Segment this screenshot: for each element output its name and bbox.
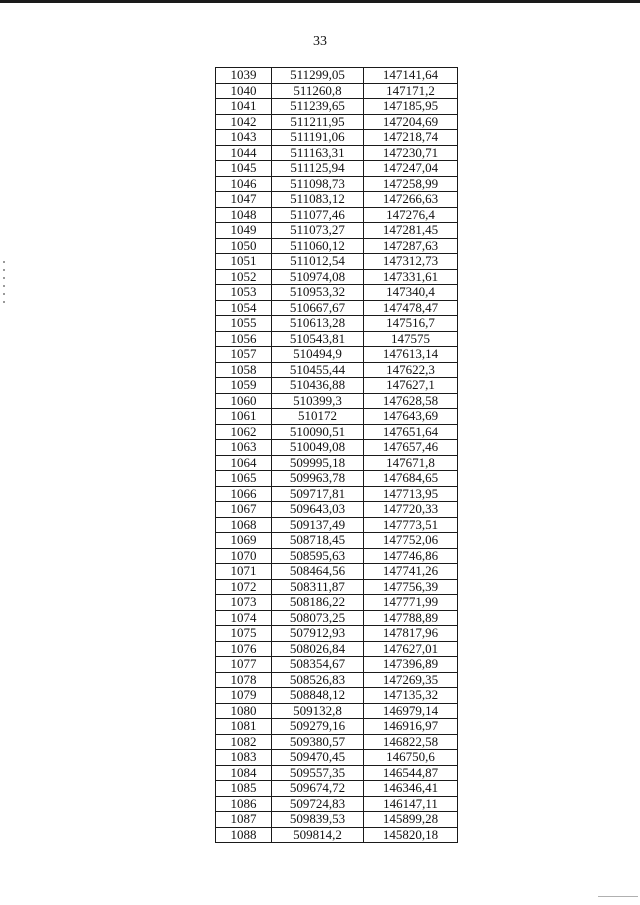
x-coordinate-cell: 508073,25 xyxy=(272,610,364,626)
point-number-cell: 1042 xyxy=(216,114,272,130)
point-number-cell: 1060 xyxy=(216,393,272,409)
x-coordinate-cell: 508354,67 xyxy=(272,657,364,673)
y-coordinate-cell: 146916,97 xyxy=(364,719,458,735)
point-number-cell: 1064 xyxy=(216,455,272,471)
table-row xyxy=(216,579,458,595)
point-number-cell: 1065 xyxy=(216,471,272,487)
table-row xyxy=(216,595,458,611)
y-coordinate-cell: 147671,8 xyxy=(364,455,458,471)
table-row xyxy=(216,781,458,797)
point-number-cell: 1061 xyxy=(216,409,272,425)
point-number-cell: 1084 xyxy=(216,765,272,781)
table-row xyxy=(216,145,458,161)
x-coordinate-cell: 509380,57 xyxy=(272,734,364,750)
point-number-cell: 1050 xyxy=(216,238,272,254)
point-number-cell: 1086 xyxy=(216,796,272,812)
x-coordinate-cell: 511125,94 xyxy=(272,161,364,177)
y-coordinate-cell: 147269,35 xyxy=(364,672,458,688)
x-coordinate-cell: 511239,65 xyxy=(272,99,364,115)
point-number-cell: 1049 xyxy=(216,223,272,239)
y-coordinate-cell: 147613,14 xyxy=(364,347,458,363)
x-coordinate-cell: 510399,3 xyxy=(272,393,364,409)
point-number-cell: 1062 xyxy=(216,424,272,440)
coordinates-table xyxy=(215,67,458,843)
table-row xyxy=(216,192,458,208)
y-coordinate-cell: 145820,18 xyxy=(364,827,458,843)
x-coordinate-cell: 510455,44 xyxy=(272,362,364,378)
y-coordinate-cell: 147771,99 xyxy=(364,595,458,611)
table-row xyxy=(216,378,458,394)
y-coordinate-cell: 147478,47 xyxy=(364,300,458,316)
point-number-cell: 1083 xyxy=(216,750,272,766)
point-number-cell: 1057 xyxy=(216,347,272,363)
y-coordinate-cell: 147746,86 xyxy=(364,548,458,564)
table-row xyxy=(216,347,458,363)
point-number-cell: 1077 xyxy=(216,657,272,673)
table-row xyxy=(216,316,458,332)
x-coordinate-cell: 508718,45 xyxy=(272,533,364,549)
point-number-cell: 1047 xyxy=(216,192,272,208)
x-coordinate-cell: 511163,31 xyxy=(272,145,364,161)
y-coordinate-cell: 147312,73 xyxy=(364,254,458,270)
y-coordinate-cell: 146544,87 xyxy=(364,765,458,781)
point-number-cell: 1043 xyxy=(216,130,272,146)
table-row xyxy=(216,796,458,812)
table-row xyxy=(216,641,458,657)
table-row xyxy=(216,331,458,347)
table-row xyxy=(216,657,458,673)
y-coordinate-cell: 147628,58 xyxy=(364,393,458,409)
y-coordinate-cell: 147643,69 xyxy=(364,409,458,425)
x-coordinate-cell: 510953,32 xyxy=(272,285,364,301)
x-coordinate-cell: 508311,87 xyxy=(272,579,364,595)
point-number-cell: 1044 xyxy=(216,145,272,161)
x-coordinate-cell: 510667,67 xyxy=(272,300,364,316)
point-number-cell: 1078 xyxy=(216,672,272,688)
table-row xyxy=(216,750,458,766)
y-coordinate-cell: 147720,33 xyxy=(364,502,458,518)
x-coordinate-cell: 507912,93 xyxy=(272,626,364,642)
point-number-cell: 1069 xyxy=(216,533,272,549)
y-coordinate-cell: 147185,95 xyxy=(364,99,458,115)
x-coordinate-cell: 508595,63 xyxy=(272,548,364,564)
y-coordinate-cell: 147622,3 xyxy=(364,362,458,378)
table-row xyxy=(216,471,458,487)
x-coordinate-cell: 509995,18 xyxy=(272,455,364,471)
point-number-cell: 1070 xyxy=(216,548,272,564)
y-coordinate-cell: 147141,64 xyxy=(364,68,458,84)
y-coordinate-cell: 147657,46 xyxy=(364,440,458,456)
point-number-cell: 1046 xyxy=(216,176,272,192)
x-coordinate-cell: 510494,9 xyxy=(272,347,364,363)
table-row xyxy=(216,393,458,409)
page-top-border xyxy=(0,0,640,3)
table-row xyxy=(216,130,458,146)
x-coordinate-cell: 510090,51 xyxy=(272,424,364,440)
y-coordinate-cell: 147817,96 xyxy=(364,626,458,642)
x-coordinate-cell: 511191,06 xyxy=(272,130,364,146)
y-coordinate-cell: 147788,89 xyxy=(364,610,458,626)
point-number-cell: 1053 xyxy=(216,285,272,301)
y-coordinate-cell: 147287,63 xyxy=(364,238,458,254)
x-coordinate-cell: 509132,8 xyxy=(272,703,364,719)
table-row xyxy=(216,83,458,99)
x-coordinate-cell: 510543,81 xyxy=(272,331,364,347)
point-number-cell: 1063 xyxy=(216,440,272,456)
point-number-cell: 1081 xyxy=(216,719,272,735)
table-row xyxy=(216,114,458,130)
x-coordinate-cell: 508464,56 xyxy=(272,564,364,580)
y-coordinate-cell: 147396,89 xyxy=(364,657,458,673)
point-number-cell: 1048 xyxy=(216,207,272,223)
table-row xyxy=(216,455,458,471)
x-coordinate-cell: 510049,08 xyxy=(272,440,364,456)
x-coordinate-cell: 511211,95 xyxy=(272,114,364,130)
point-number-cell: 1041 xyxy=(216,99,272,115)
y-coordinate-cell: 147516,7 xyxy=(364,316,458,332)
page-number: 33 xyxy=(313,34,327,49)
y-coordinate-cell: 147752,06 xyxy=(364,533,458,549)
table-row xyxy=(216,548,458,564)
x-coordinate-cell: 509279,16 xyxy=(272,719,364,735)
x-coordinate-cell: 511073,27 xyxy=(272,223,364,239)
y-coordinate-cell: 147218,74 xyxy=(364,130,458,146)
table-row xyxy=(216,176,458,192)
point-number-cell: 1067 xyxy=(216,502,272,518)
y-coordinate-cell: 146346,41 xyxy=(364,781,458,797)
y-coordinate-cell: 147171,2 xyxy=(364,83,458,99)
x-coordinate-cell: 509557,35 xyxy=(272,765,364,781)
table-row xyxy=(216,502,458,518)
y-coordinate-cell: 147135,32 xyxy=(364,688,458,704)
x-coordinate-cell: 511077,46 xyxy=(272,207,364,223)
y-coordinate-cell: 147281,45 xyxy=(364,223,458,239)
point-number-cell: 1068 xyxy=(216,517,272,533)
y-coordinate-cell: 147247,04 xyxy=(364,161,458,177)
y-coordinate-cell: 146822,58 xyxy=(364,734,458,750)
coordinates-table-body xyxy=(216,68,458,843)
x-coordinate-cell: 509963,78 xyxy=(272,471,364,487)
point-number-cell: 1072 xyxy=(216,579,272,595)
table-row xyxy=(216,812,458,828)
table-row xyxy=(216,362,458,378)
table-row xyxy=(216,161,458,177)
table-row xyxy=(216,827,458,843)
point-number-cell: 1073 xyxy=(216,595,272,611)
point-number-cell: 1080 xyxy=(216,703,272,719)
table-row xyxy=(216,99,458,115)
table-row xyxy=(216,254,458,270)
table-row xyxy=(216,672,458,688)
table-row xyxy=(216,486,458,502)
point-number-cell: 1082 xyxy=(216,734,272,750)
y-coordinate-cell: 147204,69 xyxy=(364,114,458,130)
point-number-cell: 1052 xyxy=(216,269,272,285)
y-coordinate-cell: 147276,4 xyxy=(364,207,458,223)
table-row xyxy=(216,688,458,704)
x-coordinate-cell: 509814,2 xyxy=(272,827,364,843)
x-coordinate-cell: 509724,83 xyxy=(272,796,364,812)
x-coordinate-cell: 509839,53 xyxy=(272,812,364,828)
x-coordinate-cell: 508186,22 xyxy=(272,595,364,611)
table-row xyxy=(216,207,458,223)
y-coordinate-cell: 146979,14 xyxy=(364,703,458,719)
scan-bottom-mark xyxy=(598,896,638,897)
point-number-cell: 1079 xyxy=(216,688,272,704)
x-coordinate-cell: 511083,12 xyxy=(272,192,364,208)
table-row xyxy=(216,223,458,239)
point-number-cell: 1045 xyxy=(216,161,272,177)
point-number-cell: 1056 xyxy=(216,331,272,347)
scan-edge-marks xyxy=(0,255,12,315)
table-row xyxy=(216,409,458,425)
table-row xyxy=(216,269,458,285)
table-row xyxy=(216,517,458,533)
y-coordinate-cell: 147741,26 xyxy=(364,564,458,580)
x-coordinate-cell: 510436,88 xyxy=(272,378,364,394)
x-coordinate-cell: 509717,81 xyxy=(272,486,364,502)
x-coordinate-cell: 510613,28 xyxy=(272,316,364,332)
x-coordinate-cell: 508026,84 xyxy=(272,641,364,657)
x-coordinate-cell: 510172 xyxy=(272,409,364,425)
table-row xyxy=(216,626,458,642)
y-coordinate-cell: 147230,71 xyxy=(364,145,458,161)
table-row xyxy=(216,300,458,316)
y-coordinate-cell: 147756,39 xyxy=(364,579,458,595)
y-coordinate-cell: 146750,6 xyxy=(364,750,458,766)
y-coordinate-cell: 147713,95 xyxy=(364,486,458,502)
table-row xyxy=(216,765,458,781)
x-coordinate-cell: 511098,73 xyxy=(272,176,364,192)
point-number-cell: 1066 xyxy=(216,486,272,502)
x-coordinate-cell: 511060,12 xyxy=(272,238,364,254)
x-coordinate-cell: 509470,45 xyxy=(272,750,364,766)
x-coordinate-cell: 510974,08 xyxy=(272,269,364,285)
point-number-cell: 1074 xyxy=(216,610,272,626)
table-row xyxy=(216,610,458,626)
x-coordinate-cell: 509137,49 xyxy=(272,517,364,533)
point-number-cell: 1058 xyxy=(216,362,272,378)
y-coordinate-cell: 147627,1 xyxy=(364,378,458,394)
table-row xyxy=(216,285,458,301)
x-coordinate-cell: 508848,12 xyxy=(272,688,364,704)
point-number-cell: 1054 xyxy=(216,300,272,316)
table-row xyxy=(216,238,458,254)
x-coordinate-cell: 511260,8 xyxy=(272,83,364,99)
table-row xyxy=(216,440,458,456)
point-number-cell: 1055 xyxy=(216,316,272,332)
y-coordinate-cell: 145899,28 xyxy=(364,812,458,828)
point-number-cell: 1059 xyxy=(216,378,272,394)
y-coordinate-cell: 147773,51 xyxy=(364,517,458,533)
point-number-cell: 1088 xyxy=(216,827,272,843)
point-number-cell: 1051 xyxy=(216,254,272,270)
y-coordinate-cell: 147575 xyxy=(364,331,458,347)
point-number-cell: 1040 xyxy=(216,83,272,99)
y-coordinate-cell: 146147,11 xyxy=(364,796,458,812)
y-coordinate-cell: 147266,63 xyxy=(364,192,458,208)
table-row xyxy=(216,703,458,719)
table-row xyxy=(216,68,458,84)
x-coordinate-cell: 511012,54 xyxy=(272,254,364,270)
table-row xyxy=(216,533,458,549)
table-row xyxy=(216,564,458,580)
x-coordinate-cell: 511299,05 xyxy=(272,68,364,84)
y-coordinate-cell: 147627,01 xyxy=(364,641,458,657)
point-number-cell: 1071 xyxy=(216,564,272,580)
y-coordinate-cell: 147331,61 xyxy=(364,269,458,285)
table-row xyxy=(216,424,458,440)
point-number-cell: 1039 xyxy=(216,68,272,84)
table-row xyxy=(216,719,458,735)
y-coordinate-cell: 147258,99 xyxy=(364,176,458,192)
point-number-cell: 1076 xyxy=(216,641,272,657)
y-coordinate-cell: 147684,65 xyxy=(364,471,458,487)
x-coordinate-cell: 508526,83 xyxy=(272,672,364,688)
y-coordinate-cell: 147651,64 xyxy=(364,424,458,440)
x-coordinate-cell: 509643,03 xyxy=(272,502,364,518)
point-number-cell: 1087 xyxy=(216,812,272,828)
point-number-cell: 1085 xyxy=(216,781,272,797)
point-number-cell: 1075 xyxy=(216,626,272,642)
y-coordinate-cell: 147340,4 xyxy=(364,285,458,301)
x-coordinate-cell: 509674,72 xyxy=(272,781,364,797)
table-row xyxy=(216,734,458,750)
